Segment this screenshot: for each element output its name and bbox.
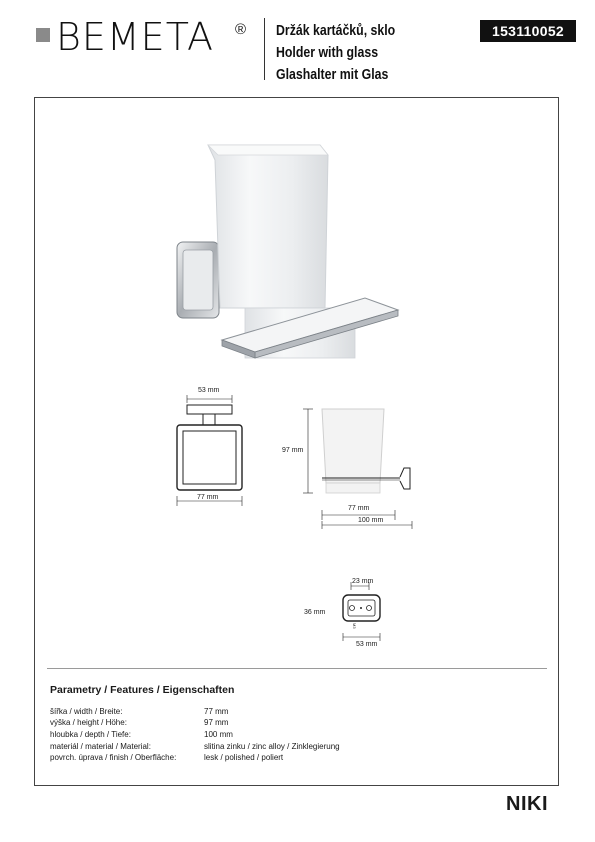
feature-value: 97 mm [204, 718, 229, 727]
side-depth-inner-label: 77 mm [348, 505, 370, 512]
model-name: NIKI [506, 793, 548, 815]
header-divider [264, 18, 265, 80]
side-depth-total-label: 100 mm [358, 517, 384, 524]
product-title-en: Holder with glass [276, 45, 379, 61]
mount-plate-drawing [335, 578, 390, 648]
logo-square-mark [36, 28, 50, 42]
product-title-de: Glashalter mit Glas [276, 67, 389, 83]
front-width-top-label: 53 mm [198, 387, 220, 394]
feature-value: 77 mm [204, 707, 229, 716]
product-code-badge: 153110052 [480, 20, 576, 42]
features-divider [47, 668, 547, 669]
product-title-cz: Držák kartáčků, sklo [276, 23, 396, 39]
feature-label: šířka / width / Breite: [50, 707, 123, 716]
mount-hole-spacing-label: 23 mm [352, 578, 374, 585]
front-width-bottom-label: 77 mm [197, 494, 219, 501]
mount-side-note: M3 [352, 623, 357, 629]
mount-hole-left [350, 606, 355, 611]
feature-label: povrch. úprava / finish / Oberfläche: [50, 753, 177, 762]
side-mount-bracket [400, 468, 410, 489]
feature-label: hloubka / depth / Tiefe: [50, 730, 131, 739]
feature-label: materiál / material / Material: [50, 742, 151, 751]
side-glass-silhouette [322, 409, 384, 483]
feature-value: 100 mm [204, 730, 233, 739]
feature-value: slitina zinku / zinc alloy / Zinklegierung [204, 742, 340, 751]
logo-text: BEMETA [56, 15, 214, 59]
mount-width-label: 53 mm [356, 641, 378, 648]
features-title: Parametry / Features / Eigenschaften [50, 684, 235, 696]
brand-logo [36, 16, 254, 62]
front-view-drawing [170, 385, 250, 510]
feature-label: výška / height / Höhe: [50, 718, 127, 727]
mount-hole-right [367, 606, 372, 611]
wall-plate [177, 242, 219, 318]
registered-mark: ® [235, 21, 247, 38]
mount-height-label: 36 mm [304, 609, 326, 616]
feature-value: lesk / polished / poliert [204, 753, 284, 762]
product-render [160, 130, 410, 370]
side-height-label: 97 mm [282, 447, 304, 454]
front-mount-bar [187, 405, 232, 414]
